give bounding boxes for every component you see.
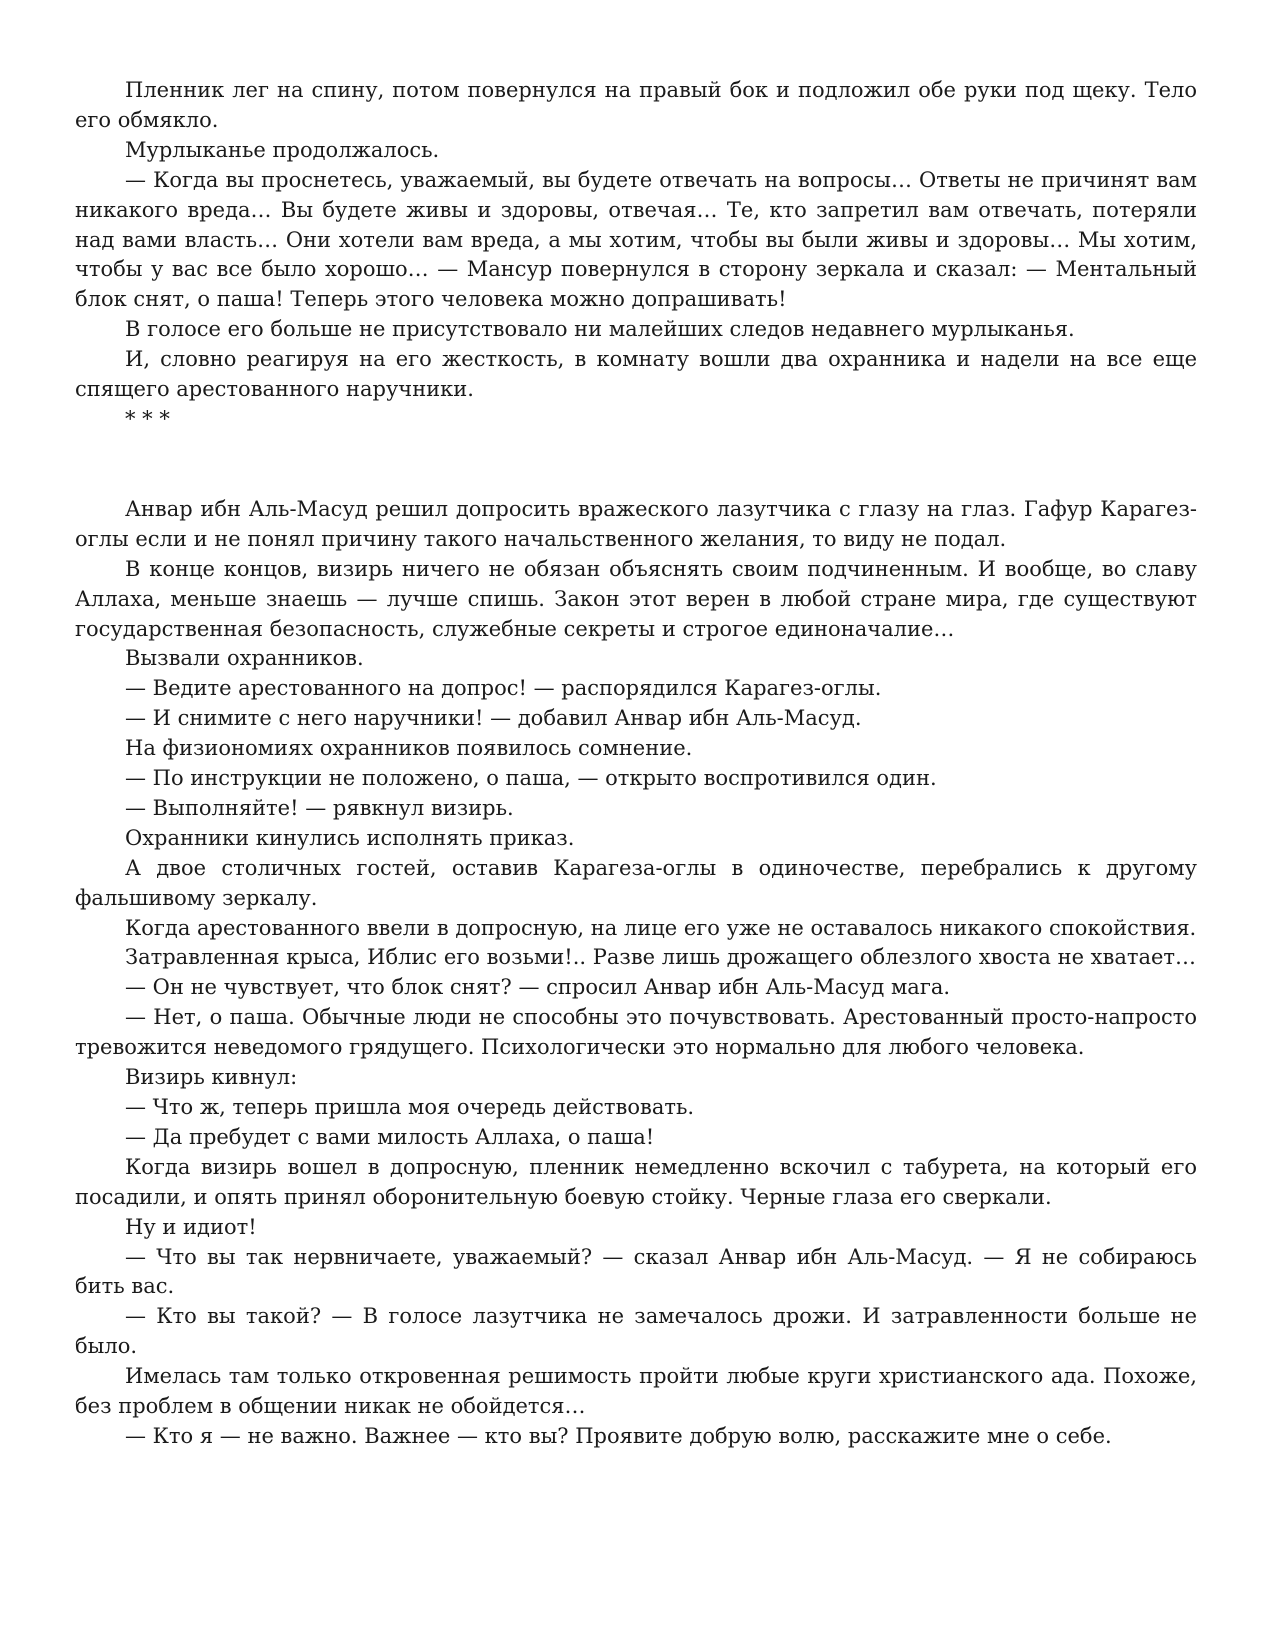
paragraph: — Кто я — не важно. Важнее — кто вы? Проявите добрую волю, расскажите мне о себе. — [125, 1423, 1112, 1448]
paragraph: — Ведите арестованного на допрос! — распорядился Карагез-оглы. — [125, 676, 882, 701]
paragraph: — Когда вы проснетесь, уважаемый, вы будете отвечать на вопросы… Ответы не причинят вам никакого вреда… Вы будете живы и здоровы, отвечая… Те, кто запретил вам отвечать, потеряли над вами власть… Они хотели вам вреда, а мы хотим, чтобы вы были живы и здоровы… Мы хотим, чтобы у вас все было хорошо… — Мансур повернулся в сторону зеркала и сказал: — Ментальный блок снят, о паша! Теперь этого человека можно допрашивать! — [75, 167, 1197, 312]
paragraph: Анвар ибн Аль-Масуд решил допросить вражеского лазутчика с глазу на глаз. Гафур Карагез-оглы если и не понял причину такого начальственного желания, то виду не подал. — [75, 496, 1197, 551]
paragraph: — Что вы так нервничаете, уважаемый? — сказал Анвар ибн Аль-Масуд. — Я не собираюсь бить вас. — [75, 1244, 1197, 1299]
paragraph: — Он не чувствует, что блок снят? — спросил Анвар ибн Аль-Масуд мага. — [125, 975, 951, 1000]
paragraph: И, словно реагируя на его жесткость, в комнату вошли два охранника и надели на все еще спящего арестованного наручники. — [75, 347, 1197, 402]
paragraph: — И снимите с него наручники! — добавил Анвар ибн Аль-Масуд. — [125, 706, 862, 731]
paragraph: Имелась там только откровенная решимость пройти любые круги христианского ада. Похоже, без проблем в общении никак не обойдется… — [75, 1364, 1197, 1419]
paragraph: На физиономиях охранников появилось сомнение. — [125, 736, 693, 761]
paragraph: — Выполняйте! — рявкнул визирь. — [125, 795, 514, 820]
paragraph: В конце концов, визирь ничего не обязан объяснять своим подчиненным. И вообще, во славу Аллаха, меньше знаешь — лучше спишь. Закон этот верен в любой стране мира, где существуют государственная безопасность, служебные секреты и строгое единоначалие… — [75, 556, 1197, 641]
paragraph: — Нет, о паша. Обычные люди не способны это почувствовать. Арестованный просто-напросто тревожится неведомого грядущего. Психологически это нормально для любого человека. — [75, 1005, 1197, 1060]
paragraph: Когда визирь вошел в допросную, пленник немедленно вскочил с табурета, на который его посадили, и опять принял оборонительную боевую стойку. Черные глаза его сверкали. — [75, 1154, 1197, 1209]
paragraph: Мурлыканье продолжалось. — [125, 137, 440, 162]
paragraph: — Что ж, теперь пришла моя очередь действовать. — [125, 1095, 695, 1119]
paragraph: — По инструкции не положено, о паша, — открыто воспротивился один. — [125, 766, 937, 791]
paragraph: Визирь кивнул: — [125, 1065, 298, 1090]
paragraph: А двое столичных гостей, оставив Карагеза-оглы в одиночестве, перебрались к другому фальшивому зеркалу. — [75, 855, 1197, 910]
book-page — [75, 76, 1197, 1452]
paragraph: Пленник лег на спину, потом повернулся на правый бок и подложил обе руки под щеку. Тело его обмякло. — [75, 78, 1197, 132]
paragraph: Вызвали охранников. — [125, 646, 364, 671]
paragraph: — Кто вы такой? — В голосе лазутчика не замечалось дрожи. И затравленности больше не было. — [75, 1304, 1197, 1359]
paragraph: В голосе его больше не присутствовало ни малейших следов недавнего мурлыканья. — [125, 317, 1075, 342]
paragraph: Затравленная крыса, Иблис его возьми!.. Разве лишь дрожащего облезлого хвоста не хватает… — [125, 945, 1197, 970]
section-separator: * * * — [125, 406, 170, 431]
paragraph: Охранники кинулись исполнять приказ. — [125, 825, 575, 850]
paragraph: — Да пребудет с вами милость Аллаха, о паша! — [125, 1124, 655, 1149]
blank-space — [75, 435, 1197, 495]
paragraph: Ну и идиот! — [125, 1214, 257, 1239]
paragraph: Когда арестованного ввели в допросную, на лице его уже не оставалось никакого спокойствия. — [125, 915, 1197, 940]
